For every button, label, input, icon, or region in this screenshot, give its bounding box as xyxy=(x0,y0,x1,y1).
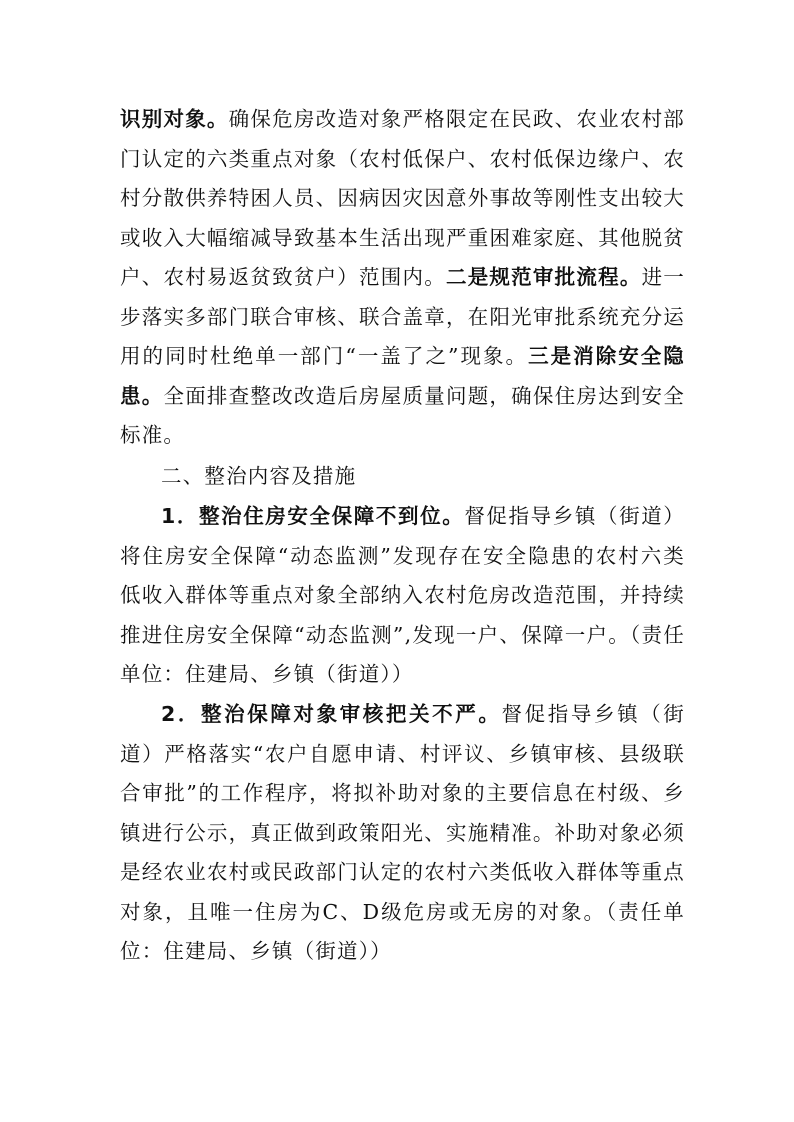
paragraph-1 xyxy=(120,100,685,456)
para1-bold-c: 三是消除安全隐患。 xyxy=(120,344,685,408)
item2-body: 督促指导乡镇（街道）严格落实“农户自愿申请、村评议、乡镇审核、县级联合审批”的工作程序，将拟补助对象的主要信息在村级、乡镇进行公示，真正做到政策阳光、实施精准。补助对象必须是经农业农村或民政部门认定的农村六类低收入群体等重点对象，且唯一住房为C、D级危房或无房的对象。（责任单位：住建局、乡镇（街道）） xyxy=(120,702,686,963)
item1-body: 督促指导乡镇（街道）将住房安全保障“动态监测”发现存在安全隐患的农村六类低收入群体等重点对象全部纳入农村危房改造范围，并持续推进住房安全保障“动态监测”,发现一户、保障一户。（责任单位：住建局、乡镇（街道）） xyxy=(120,504,685,686)
item-2 xyxy=(120,695,685,972)
para1-text-a: 确保危房改造对象严格限定在民政、农业农村部门认定的六类重点对象（农村低保户、农村低保边缘户、农村分散供养特困人员、因病因灾因意外事故等刚性支出较大或收入大幅缩减导致基本生活出现严重困难家庭、其他脱贫户、农村易返贫致贫户）范围内。 xyxy=(120,107,686,289)
para1-lead-bold: 识别对象。 xyxy=(120,107,229,131)
item-1 xyxy=(120,497,685,695)
para1-text-c: 全面排查整改改造后房屋质量问题，确保住房达到安全标准。 xyxy=(120,383,685,447)
section-heading-block xyxy=(120,457,685,497)
para1-text-b: 进一步落实多部门联合审核、联合盖章，在阳光审批系统充分运用的同时杜绝单一部门“一盖了之”现象。 xyxy=(120,265,685,368)
item2-title: 2．整治保障对象审核把关不严。 xyxy=(161,702,502,726)
section-heading: 二、整治内容及措施 xyxy=(161,464,357,488)
para1-bold-b: 二是规范审批流程。 xyxy=(445,265,642,289)
item1-title: 1．整治住房安全保障不到位。 xyxy=(161,504,465,528)
